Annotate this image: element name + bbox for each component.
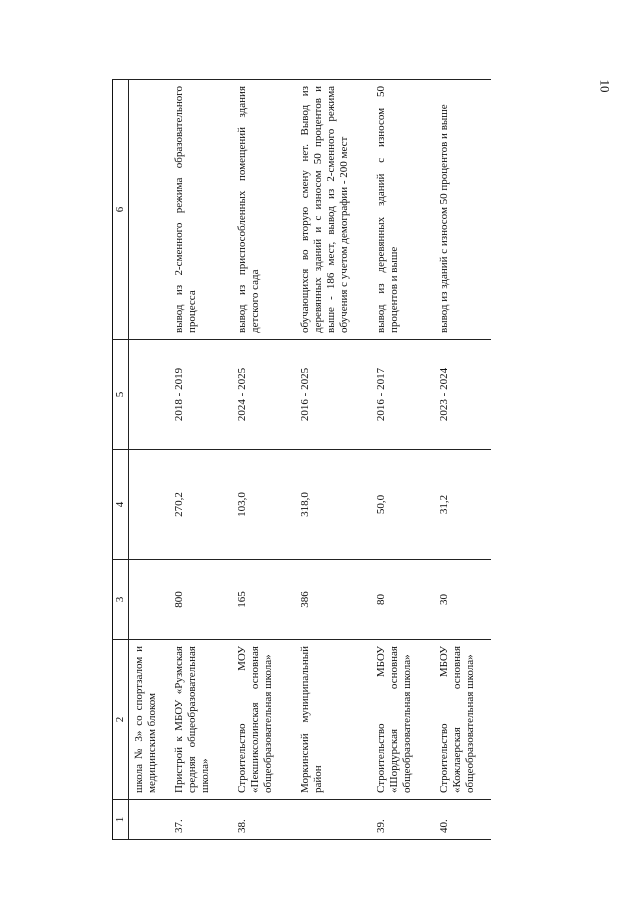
- table-row: [289, 80, 365, 840]
- row-number: [289, 800, 365, 840]
- period-value: 2016 - 2017: [365, 340, 428, 450]
- table-row: [428, 80, 491, 840]
- places-value: 80: [365, 560, 428, 640]
- cost-value: 318,0: [289, 450, 365, 560]
- schools-table: [112, 79, 491, 840]
- project-name: Пристрой к МБОУ «Рузмская средняя общеобразовательная школа»: [163, 640, 226, 800]
- column-header: 5: [113, 340, 129, 450]
- column-header: 4: [113, 450, 129, 560]
- row-number: 39.: [365, 800, 428, 840]
- continuation-text: школа № 3» со спортзалом и медицинским блоком: [129, 640, 164, 800]
- note-text: обучающихся во вторую смену нет. Вывод из деревянных зданий и с износом 50 процентов и выше - 186 мест, вывод из 2-сменного режима обучения с учетом демографии - 200 мест: [289, 80, 365, 340]
- places-value: 30: [428, 560, 491, 640]
- column-header: 6: [113, 80, 129, 340]
- cost-value: 103,0: [226, 450, 289, 560]
- header-row: [113, 80, 129, 840]
- table-row: [226, 80, 289, 840]
- cost-value: 50,0: [365, 450, 428, 560]
- places-value: 800: [163, 560, 226, 640]
- places-value: 165: [226, 560, 289, 640]
- row-number: 37.: [163, 800, 226, 840]
- places-value: 386: [289, 560, 365, 640]
- column-header: 2: [113, 640, 129, 800]
- note-text: вывод из приспособленных помещений здания детского сада: [226, 80, 289, 340]
- period-value: 2018 - 2019: [163, 340, 226, 450]
- period-value: 2024 - 2025: [226, 340, 289, 450]
- page-number: 10: [597, 79, 613, 93]
- note-text: вывод из зданий с износом 50 процентов и выше: [428, 80, 491, 340]
- cost-value: 31,2: [428, 450, 491, 560]
- project-name: Строительство МБОУ «Кожлаерская основная общеобразовательная школа»: [428, 640, 491, 800]
- period-value: 2023 - 2024: [428, 340, 491, 450]
- table-row: [163, 80, 226, 840]
- row-number: 38.: [226, 800, 289, 840]
- project-name: Строительство МОУ «Пекшиксолинская основная общеобразовательная школа»: [226, 640, 289, 800]
- cost-value: 270,2: [163, 450, 226, 560]
- project-name: Строительство МБОУ «Шордурская основная общеобразовательная школа»: [365, 640, 428, 800]
- column-header: 1: [113, 800, 129, 840]
- row-number: 40.: [428, 800, 491, 840]
- table-row: [365, 80, 428, 840]
- note-text: вывод из 2-сменного режима образовательного процесса: [163, 80, 226, 340]
- rotated-table-container: [112, 80, 512, 840]
- table-row: [129, 80, 164, 840]
- note-text: вывод из деревянных зданий с износом 50 процентов и выше: [365, 80, 428, 340]
- project-name: Моркинский муниципальный район: [289, 640, 365, 800]
- period-value: 2016 - 2025: [289, 340, 365, 450]
- column-header: 3: [113, 560, 129, 640]
